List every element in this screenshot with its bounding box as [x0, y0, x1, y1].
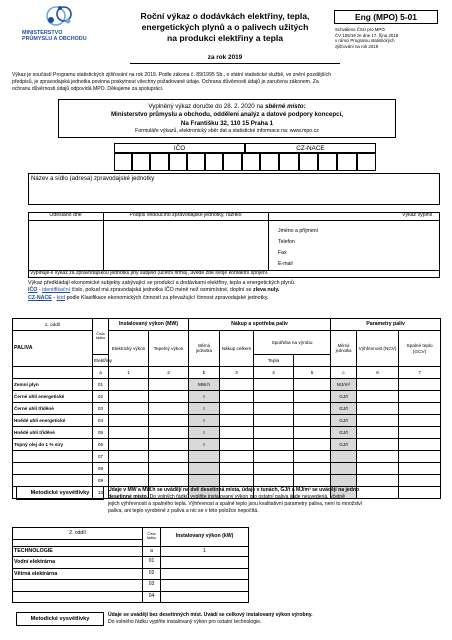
ico-digit-field[interactable]	[169, 153, 187, 171]
intro-line: Výkaz je součástí Programu statistických zjišťování na rok 2019. Podle zákona č. 89/1995 Sb., o státní statistické službě, ve znění pozdějších	[12, 72, 332, 78]
ico-label: IČO	[114, 143, 245, 153]
unit-cell: t	[189, 403, 220, 415]
row-number: 04	[143, 591, 161, 603]
method-notes-text-2: Údaje se uvádějí bez desetinných míst. Uvádí se celkový instalovaný výkon výrobny. Do volného řádku vyplňte instalovaný výkon pro ostatní technologie.	[108, 612, 313, 626]
column-codes-row	[13, 367, 441, 379]
purchase-field[interactable]	[220, 415, 254, 427]
fuel-name	[13, 475, 93, 487]
contact-phone-label: Telefon	[278, 239, 295, 245]
ncv-field[interactable]	[357, 451, 399, 463]
consumption-header: Spotřeba na výrobu	[254, 331, 331, 355]
installed-capacity-header: Instalovaný výkon (MW)	[109, 319, 189, 331]
method-notes-label-1: Metodické vysvětlivky	[16, 486, 104, 500]
fuel-row	[13, 379, 441, 391]
gcv-field[interactable]	[399, 463, 441, 475]
method-notes-text-1: Údaje v MW a MW.h se uvádějí na dvě desetinná místa, údaje v tunách, GJ/t a MJ/m³ se uvádějí na jedno desetinné místo. Do volných řádků vyplňte instalovaný výkon pro ostatní paliva jinde neuvedená, včetně jejich výhřevnosti a spalného tepla. Výhřevnost a spalné teplo jsou kvalitativní parametry paliva, není to množství paliva, ani teplo vyrobené z paliva a nic se v této položce nepočítá.	[108, 487, 363, 514]
report-title	[118, 11, 332, 44]
unit-cell-2: GJ/t	[331, 415, 357, 427]
gcv-field[interactable]	[399, 475, 441, 487]
ico-digit-field[interactable]	[223, 153, 241, 171]
delivery-box	[58, 99, 396, 138]
contact-labels	[278, 226, 318, 270]
unit-cell: MW.h	[189, 379, 220, 391]
approval-line: zjišťování na rok 2019	[335, 44, 379, 50]
row-number: 06	[93, 439, 109, 451]
column-code: c	[331, 367, 357, 379]
row-number: 02	[143, 568, 161, 580]
electricity-consumption-field[interactable]	[254, 439, 294, 451]
title-line-2: energetických plynů a o palivech užitých	[141, 22, 309, 32]
purchase-field[interactable]	[220, 403, 254, 415]
signature-label: Podpis vedoucího zpravodajské jednotky, razítko	[129, 212, 242, 218]
nace-definition: kód	[56, 294, 66, 301]
nace-digit-field[interactable]	[260, 153, 279, 171]
technology-name	[13, 580, 143, 592]
name-address-label: Název a sídlo (adresa) zpravodajské jednotky	[31, 175, 155, 182]
delivery-deadline: Vyplněný výkaz doručte do 28. 2. 2020 na	[148, 103, 266, 110]
unit-cell-2: GJ/t	[331, 391, 357, 403]
installed-kw-field[interactable]	[161, 591, 249, 603]
id-input-cells	[114, 153, 376, 171]
nace-abbr: CZ-NACE	[28, 294, 52, 301]
fuel-row	[13, 439, 441, 451]
electric-capacity-field[interactable]	[109, 379, 149, 391]
nace-digit-field[interactable]	[299, 153, 318, 171]
unit-cell-2	[331, 451, 357, 463]
heat-consumption-field[interactable]	[294, 451, 331, 463]
heat-consumption-field[interactable]	[294, 427, 331, 439]
logo-emblem-icon	[42, 4, 82, 28]
fuel-params-header: Parametry paliv	[331, 319, 441, 331]
nace-digit-field[interactable]	[279, 153, 298, 171]
unit-cell: t	[189, 391, 220, 403]
purchase-field[interactable]	[220, 379, 254, 391]
third-party-note: Vyplňuje-li výkaz za zpravodajskou jednotku jiný subjekt (účetní firma), uvede zde svoje kontaktní spojení.	[30, 270, 269, 276]
ncv-field[interactable]	[357, 427, 399, 439]
ico-digit-field[interactable]	[242, 153, 260, 171]
method-notes-label-2: Metodické vysvětlivky	[16, 612, 104, 626]
ncv-header: Výhřevnost (NCV)	[357, 331, 399, 367]
unit-cell-2: GJ/t	[331, 403, 357, 415]
column-code: 1	[109, 367, 149, 379]
intro-line: ochranu důvěrnosti údajů odpovídá MPO. Děkujeme za spolupráci.	[12, 86, 164, 93]
unit-cell: t	[189, 415, 220, 427]
fuel-row	[13, 463, 441, 475]
row-number: 10	[93, 487, 109, 499]
nace-label: CZ-NACE	[245, 143, 376, 153]
row-number: 01	[93, 379, 109, 391]
intro-text	[12, 72, 442, 93]
ncv-field[interactable]	[357, 439, 399, 451]
row-number-header: Číslo řádku	[93, 319, 109, 355]
electric-capacity-field[interactable]	[109, 403, 149, 415]
thermal-capacity-field[interactable]	[149, 451, 189, 463]
purchase-field[interactable]	[220, 439, 254, 451]
unit-cell-2	[331, 475, 357, 487]
purchase-field[interactable]	[220, 475, 254, 487]
intro-line: předpisů, je zpravodajská jednotka povinna poskytnout všechny požadované údaje. Ochrana důvěrnosti údajů je zaručena zákonem. Za	[12, 79, 319, 86]
row-number-header: Číslo řádku	[143, 528, 161, 547]
ncv-field[interactable]	[357, 391, 399, 403]
sent-date-label: Odesláno dne	[49, 212, 82, 218]
unit-cell	[189, 475, 220, 487]
column-code: 5	[294, 367, 331, 379]
title-line-1: Roční výkaz o dodávkách elektřiny, tepla,	[140, 11, 310, 21]
electricity-consumption-field[interactable]	[254, 379, 294, 391]
technology-row	[13, 568, 249, 580]
purchase-field[interactable]	[220, 451, 254, 463]
electricity-consumption-field[interactable]	[254, 403, 294, 415]
unit-cell	[189, 451, 220, 463]
thermal-capacity-field[interactable]	[149, 391, 189, 403]
gcv-field[interactable]	[399, 379, 441, 391]
fuel-row	[13, 427, 441, 439]
technology-name	[13, 591, 143, 603]
name-address-field[interactable]	[28, 173, 440, 205]
gcv-field[interactable]	[399, 439, 441, 451]
unit-cell-2: MJ/m³	[331, 379, 357, 391]
fuel-row	[13, 403, 441, 415]
purchase-field[interactable]	[220, 391, 254, 403]
electricity-header: Elektřiny	[93, 355, 109, 367]
row-number: 02	[93, 391, 109, 403]
title-line-3: na produkci elektřiny a tepla	[166, 33, 284, 43]
approval-line: v rámci Programu statistických	[335, 38, 395, 44]
fuel-name: Topný olej do 1 % síry	[13, 439, 93, 451]
delivery-web-info: Formuláře výkazů, elektronický sběr dat a statistické informace na: www.mpo.cz	[135, 128, 319, 135]
ncv-field[interactable]	[357, 475, 399, 487]
column-code: a	[143, 547, 161, 557]
fuel-row	[13, 391, 441, 403]
form-code: Eng (MPO) 5-01	[334, 10, 438, 24]
fuel-name: Černé uhlí energetické	[13, 391, 93, 403]
heat-header: Tepla	[254, 355, 294, 367]
electric-capacity-header: Elektrický výkon	[109, 331, 149, 367]
gcv-header: Spalné teplo (GCV)	[399, 331, 441, 367]
heat-consumption-field[interactable]	[294, 463, 331, 475]
unit-header: Měrná jednotka	[189, 331, 220, 367]
column-code: 1	[161, 547, 249, 557]
purchase-total-header: Nákup celkem	[220, 331, 254, 367]
installed-kw-field[interactable]	[161, 568, 249, 580]
fuel-name: Hnědé uhlí tříděné	[13, 427, 93, 439]
row-number: 07	[93, 451, 109, 463]
thermal-capacity-field[interactable]	[149, 475, 189, 487]
purchase-field[interactable]	[220, 427, 254, 439]
fuel-name	[13, 463, 93, 475]
ncv-field[interactable]	[357, 379, 399, 391]
heat-consumption-field[interactable]	[294, 391, 331, 403]
delivery-address-1: Ministerstvo průmyslu a obchodu, oddělení analýz a datové podpory koncepcí,	[110, 111, 344, 119]
installed-kw-field[interactable]	[161, 580, 249, 592]
unit-header-2: Měrná jednotka	[331, 331, 357, 367]
installed-kw-field[interactable]	[161, 557, 249, 569]
row-number: 09	[93, 475, 109, 487]
heat-consumption-field[interactable]	[294, 415, 331, 427]
purchase-field[interactable]	[220, 463, 254, 475]
approval-line: ČV 105/19 ze dne 17. října 2018	[335, 32, 399, 38]
nace-digit-field[interactable]	[357, 153, 376, 171]
header-divider	[130, 63, 340, 64]
delivery-place-label: sběrné místo:	[265, 103, 306, 110]
technology-row	[13, 557, 249, 569]
row-number: 03	[93, 403, 109, 415]
thermal-capacity-field[interactable]	[149, 439, 189, 451]
unit-cell: t	[189, 439, 220, 451]
fuel-purchase-header: Nákup a spotřeba paliv	[189, 319, 331, 331]
logo-text	[22, 30, 87, 43]
row-number: 04	[93, 415, 109, 427]
electricity-consumption-field[interactable]	[254, 475, 294, 487]
heat-consumption-field[interactable]	[294, 475, 331, 487]
row-number: 05	[93, 427, 109, 439]
heat-consumption-field[interactable]	[294, 379, 331, 391]
heat-consumption-field[interactable]	[294, 403, 331, 415]
nace-digit-field[interactable]	[318, 153, 337, 171]
technology-label: TECHNOLOGIE	[13, 547, 143, 557]
column-code: 2	[149, 367, 189, 379]
ico-digit-field[interactable]	[187, 153, 205, 171]
unit-cell: t	[189, 427, 220, 439]
section2-label: 2. oddíl	[13, 528, 143, 540]
fuel-name: Zemní plyn	[13, 379, 93, 391]
logo-line-1: MINISTERSTVO	[22, 30, 63, 36]
notes-line-1: Výkaz předkládají ekonomické subjekty zabývající se produkcí a dodávkami elektřiny, tepla a energetických plynů.	[28, 280, 296, 286]
contact-name-label: Jméno a příjmení	[278, 228, 319, 234]
approval-note	[335, 27, 441, 50]
report-year: za rok 2019	[207, 54, 243, 61]
ico-digit-field[interactable]	[114, 153, 132, 171]
ico-digit-field[interactable]	[150, 153, 168, 171]
electric-capacity-field[interactable]	[109, 391, 149, 403]
electric-capacity-field[interactable]	[109, 475, 149, 487]
technology-name: Vodní elektrárna	[13, 557, 143, 569]
section1-label: 1. oddíl	[13, 319, 93, 331]
mpo-logo	[12, 4, 130, 52]
fuel-row	[13, 475, 441, 487]
unit-cell-2	[331, 463, 357, 475]
ncv-field[interactable]	[357, 403, 399, 415]
fuel-row	[13, 415, 441, 427]
electric-capacity-field[interactable]	[109, 439, 149, 451]
column-code: 3	[220, 367, 254, 379]
electricity-consumption-field[interactable]	[254, 451, 294, 463]
id-fields	[114, 143, 376, 171]
gcv-field[interactable]	[399, 415, 441, 427]
electricity-consumption-field[interactable]	[254, 415, 294, 427]
technology-name: Větrná elektrárna	[13, 568, 143, 580]
ico-digit-field[interactable]	[205, 153, 223, 171]
fuel-row	[13, 451, 441, 463]
ncv-field[interactable]	[357, 463, 399, 475]
thermal-capacity-header: Tepelný výkon	[149, 331, 189, 367]
column-code: a	[93, 367, 109, 379]
column-code: 4	[254, 367, 294, 379]
section1-table	[12, 318, 441, 499]
filled-by-label: Výkaz vyplnil	[402, 212, 432, 218]
fuel-name	[13, 451, 93, 463]
technology-row	[13, 580, 249, 592]
thermal-capacity-field[interactable]	[149, 379, 189, 391]
electricity-consumption-field[interactable]	[254, 391, 294, 403]
heat-consumption-field[interactable]	[294, 439, 331, 451]
gcv-field[interactable]	[399, 427, 441, 439]
ncv-field[interactable]	[357, 415, 399, 427]
unit-cell	[189, 463, 220, 475]
row-number: 03	[143, 580, 161, 592]
fuel-name: Hnědé uhlí energetické	[13, 415, 93, 427]
contact-email-label: E-mail	[278, 261, 293, 267]
electricity-consumption-field[interactable]	[254, 427, 294, 439]
column-code: b	[189, 367, 220, 379]
ico-definition: identifikační	[42, 287, 71, 294]
electric-capacity-field[interactable]	[109, 415, 149, 427]
ico-digit-field[interactable]	[132, 153, 150, 171]
technology-row	[13, 591, 249, 603]
row-number: 01	[143, 557, 161, 569]
ico-abbr: IČO	[28, 287, 38, 294]
delivery-address-2: Na Františku 32, 110 15 Praha 1	[180, 119, 274, 127]
contact-fax-label: Fax	[278, 250, 287, 256]
column-code: 6	[357, 367, 399, 379]
thermal-capacity-field[interactable]	[149, 427, 189, 439]
thermal-capacity-field[interactable]	[149, 463, 189, 475]
gcv-field[interactable]	[399, 403, 441, 415]
notes: Výkaz předkládají ekonomické subjekty zabývající se produkcí a dodávkami elektřiny, tepla a energetických plynů. IČO - identifikační číslo, pokud má zpravodajská jednotka IČO méně než osmimístné, doplní se zleva nuly. CZ-NACE - kód podle Klasifikace ekonomických činností za převažující činnost zpravodajské jednotky.	[28, 280, 440, 302]
electric-capacity-field[interactable]	[109, 463, 149, 475]
unit-cell-2: GJ/t	[331, 439, 357, 451]
thermal-capacity-field[interactable]	[149, 415, 189, 427]
row-number: 08	[93, 463, 109, 475]
thermal-capacity-field[interactable]	[149, 403, 189, 415]
unit-cell-2: GJ/t	[331, 427, 357, 439]
electric-capacity-field[interactable]	[109, 427, 149, 439]
logo-line-2: PRŮMYSLU A OBCHODU	[22, 36, 87, 43]
fuel-name: Černé uhlí tříděné	[13, 403, 93, 415]
sender-table	[28, 212, 440, 278]
electric-capacity-field[interactable]	[109, 451, 149, 463]
nace-digit-field[interactable]	[337, 153, 356, 171]
installed-kw-header: Instalovaný výkon (kW)	[161, 528, 249, 547]
gcv-field[interactable]	[399, 391, 441, 403]
electricity-consumption-field[interactable]	[254, 463, 294, 475]
section2-table	[12, 527, 249, 603]
approval-line: Schváleno ČSÚ pro MPO	[335, 27, 385, 32]
column-code: 7	[399, 367, 441, 379]
gcv-field[interactable]	[399, 451, 441, 463]
fuels-label: PALIVA	[13, 331, 93, 367]
